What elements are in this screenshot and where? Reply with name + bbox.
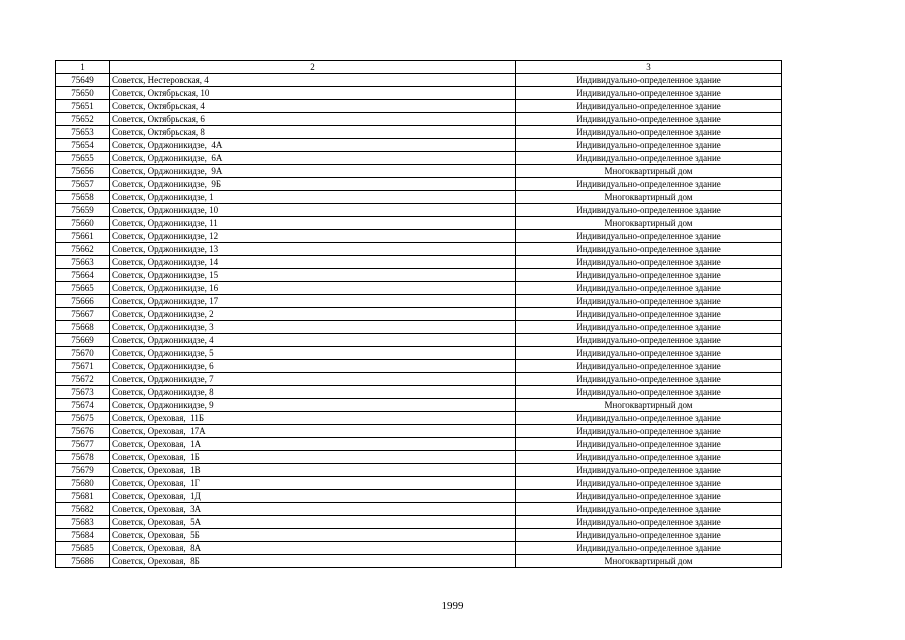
record-number-cell: 75653 [56,126,110,139]
record-number-cell: 75651 [56,100,110,113]
header-row [56,61,782,74]
registry-body [56,61,782,568]
record-number-cell: 75686 [56,555,110,568]
table-row [56,373,782,386]
table-row [56,464,782,477]
column-number-3: 3 [516,61,782,74]
object-type-cell: Многоквартирный дом [516,555,782,568]
object-type-cell: Индивидуально-определенное здание [516,334,782,347]
record-number-cell: 75667 [56,308,110,321]
table-row [56,100,782,113]
object-type-cell: Индивидуально-определенное здание [516,269,782,282]
table-row [56,438,782,451]
table-row [56,256,782,269]
record-number-cell: 75671 [56,360,110,373]
table-row [56,529,782,542]
object-type-cell: Многоквартирный дом [516,217,782,230]
record-number-cell: 75664 [56,269,110,282]
object-type-cell: Индивидуально-определенное здание [516,243,782,256]
record-number-cell: 75660 [56,217,110,230]
address-cell: Советск, Ореховая, 8А [110,542,516,555]
record-number-cell: 75659 [56,204,110,217]
object-type-cell: Индивидуально-определенное здание [516,529,782,542]
object-type-cell: Индивидуально-определенное здание [516,204,782,217]
table-row [56,425,782,438]
object-type-cell: Индивидуально-определенное здание [516,152,782,165]
address-cell: Советск, Орджоникидзе, 9Б [110,178,516,191]
address-cell: Советск, Октябрьская, 4 [110,100,516,113]
object-type-cell: Индивидуально-определенное здание [516,360,782,373]
object-type-cell: Индивидуально-определенное здание [516,178,782,191]
table-row [56,243,782,256]
object-type-cell: Индивидуально-определенное здание [516,87,782,100]
address-cell: Советск, Ореховая, 1В [110,464,516,477]
table-row [56,503,782,516]
address-cell: Советск, Нестеровская, 4 [110,74,516,87]
object-type-cell: Многоквартирный дом [516,399,782,412]
table-row [56,165,782,178]
table-row [56,191,782,204]
object-type-cell: Индивидуально-определенное здание [516,412,782,425]
address-cell: Советск, Октябрьская, 6 [110,113,516,126]
table-row [56,516,782,529]
table-row [56,542,782,555]
address-cell: Советск, Орджоникидзе, 8 [110,386,516,399]
address-cell: Советск, Орджоникидзе, 4 [110,334,516,347]
table-row [56,74,782,87]
address-cell: Советск, Октябрьская, 10 [110,87,516,100]
column-number-2: 2 [110,61,516,74]
address-cell: Советск, Орджоникидзе, 9 [110,399,516,412]
address-cell: Советск, Орджоникидзе, 7 [110,373,516,386]
object-type-cell: Индивидуально-определенное здание [516,438,782,451]
record-number-cell: 75665 [56,282,110,295]
table-row [56,308,782,321]
registry-table [55,60,782,568]
object-type-cell: Индивидуально-определенное здание [516,74,782,87]
record-number-cell: 75669 [56,334,110,347]
address-cell: Советск, Орджоникидзе, 13 [110,243,516,256]
record-number-cell: 75682 [56,503,110,516]
address-cell: Советск, Орджоникидзе, 10 [110,204,516,217]
object-type-cell: Индивидуально-определенное здание [516,425,782,438]
record-number-cell: 75678 [56,451,110,464]
record-number-cell: 75668 [56,321,110,334]
record-number-cell: 75657 [56,178,110,191]
address-cell: Советск, Ореховая, 1Д [110,490,516,503]
object-type-cell: Индивидуально-определенное здание [516,230,782,243]
object-type-cell: Индивидуально-определенное здание [516,490,782,503]
object-type-cell: Индивидуально-определенное здание [516,542,782,555]
record-number-cell: 75652 [56,113,110,126]
object-type-cell: Индивидуально-определенное здание [516,373,782,386]
table-row [56,204,782,217]
address-cell: Советск, Орджоникидзе, 2 [110,308,516,321]
record-number-cell: 75684 [56,529,110,542]
record-number-cell: 75674 [56,399,110,412]
record-number-cell: 75685 [56,542,110,555]
address-cell: Советск, Орджоникидзе, 9А [110,165,516,178]
record-number-cell: 75654 [56,139,110,152]
address-cell: Советск, Ореховая, 1А [110,438,516,451]
record-number-cell: 75683 [56,516,110,529]
record-number-cell: 75663 [56,256,110,269]
table-row [56,477,782,490]
address-cell: Советск, Ореховая, 5А [110,516,516,529]
table-row [56,399,782,412]
object-type-cell: Индивидуально-определенное здание [516,464,782,477]
address-cell: Советск, Орджоникидзе, 11 [110,217,516,230]
table-row [56,360,782,373]
table-row [56,412,782,425]
address-cell: Советск, Орджоникидзе, 5 [110,347,516,360]
address-cell: Советск, Ореховая, 11Б [110,412,516,425]
address-cell: Советск, Орджоникидзе, 14 [110,256,516,269]
table-row [56,347,782,360]
record-number-cell: 75661 [56,230,110,243]
address-cell: Советск, Орджоникидзе, 1 [110,191,516,204]
address-cell: Советск, Ореховая, 8Б [110,555,516,568]
record-number-cell: 75662 [56,243,110,256]
object-type-cell: Индивидуально-определенное здание [516,139,782,152]
object-type-cell: Индивидуально-определенное здание [516,308,782,321]
object-type-cell: Индивидуально-определенное здание [516,477,782,490]
address-cell: Советск, Орджоникидзе, 3 [110,321,516,334]
address-cell: Советск, Орджоникидзе, 6А [110,152,516,165]
record-number-cell: 75649 [56,74,110,87]
record-number-cell: 75677 [56,438,110,451]
table-row [56,321,782,334]
table-row [56,555,782,568]
address-cell: Советск, Орджоникидзе, 15 [110,269,516,282]
object-type-cell: Индивидуально-определенное здание [516,347,782,360]
table-row [56,87,782,100]
record-number-cell: 75681 [56,490,110,503]
object-type-cell: Индивидуально-определенное здание [516,256,782,269]
object-type-cell: Индивидуально-определенное здание [516,295,782,308]
address-cell: Советск, Ореховая, 17А [110,425,516,438]
address-cell: Советск, Орджоникидзе, 16 [110,282,516,295]
table-row [56,386,782,399]
object-type-cell: Индивидуально-определенное здание [516,386,782,399]
object-type-cell: Индивидуально-определенное здание [516,321,782,334]
object-type-cell: Индивидуально-определенное здание [516,113,782,126]
object-type-cell: Индивидуально-определенное здание [516,503,782,516]
table-row [56,230,782,243]
address-cell: Советск, Октябрьская, 8 [110,126,516,139]
address-cell: Советск, Ореховая, 5Б [110,529,516,542]
column-number-1: 1 [56,61,110,74]
address-cell: Советск, Орджоникидзе, 17 [110,295,516,308]
table-row [56,126,782,139]
record-number-cell: 75672 [56,373,110,386]
record-number-cell: 75676 [56,425,110,438]
object-type-cell: Индивидуально-определенное здание [516,516,782,529]
record-number-cell: 75670 [56,347,110,360]
object-type-cell: Индивидуально-определенное здание [516,126,782,139]
address-cell: Советск, Орджоникидзе, 4А [110,139,516,152]
address-cell: Советск, Ореховая, 3А [110,503,516,516]
object-type-cell: Многоквартирный дом [516,191,782,204]
address-cell: Советск, Ореховая, 1Г [110,477,516,490]
record-number-cell: 75650 [56,87,110,100]
record-number-cell: 75655 [56,152,110,165]
object-type-cell: Многоквартирный дом [516,165,782,178]
table-row [56,113,782,126]
table-row [56,269,782,282]
table-row [56,139,782,152]
table-row [56,178,782,191]
record-number-cell: 75679 [56,464,110,477]
record-number-cell: 75666 [56,295,110,308]
table-row [56,217,782,230]
record-number-cell: 75658 [56,191,110,204]
address-cell: Советск, Орджоникидзе, 12 [110,230,516,243]
table-row [56,490,782,503]
object-type-cell: Индивидуально-определенное здание [516,451,782,464]
record-number-cell: 75656 [56,165,110,178]
table-row [56,282,782,295]
table-row [56,152,782,165]
table-row [56,334,782,347]
record-number-cell: 75673 [56,386,110,399]
record-number-cell: 75675 [56,412,110,425]
address-cell: Советск, Орджоникидзе, 6 [110,360,516,373]
table-row [56,295,782,308]
object-type-cell: Индивидуально-определенное здание [516,282,782,295]
record-number-cell: 75680 [56,477,110,490]
table-row [56,451,782,464]
page-number: 1999 [441,600,464,612]
object-type-cell: Индивидуально-определенное здание [516,100,782,113]
address-cell: Советск, Ореховая, 1Б [110,451,516,464]
